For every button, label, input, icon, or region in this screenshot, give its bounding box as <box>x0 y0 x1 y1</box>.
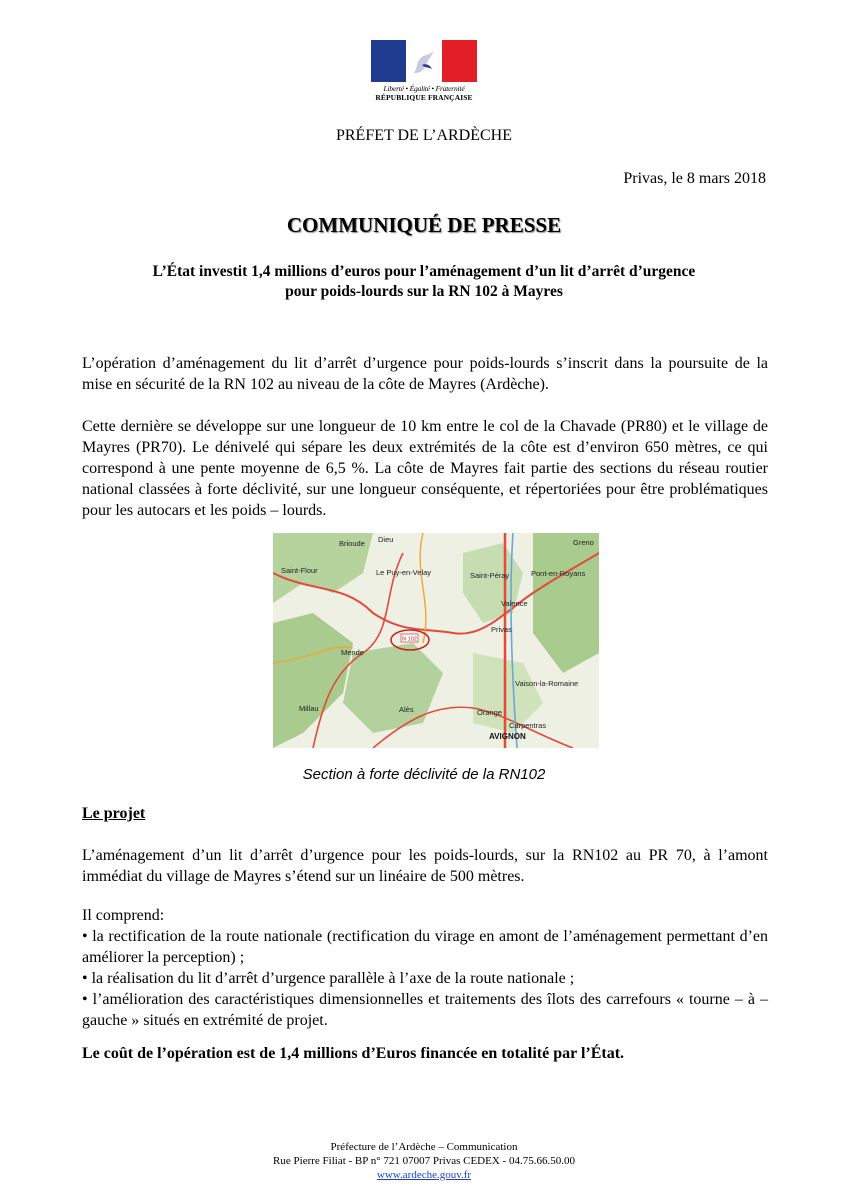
list-item: • l’amélioration des caractéristiques dimensionnelles et traitements des îlots des carrefours « tourne – à – gauche » situés en extrémité de projet. <box>82 991 768 1029</box>
map-label: Orange <box>477 708 503 717</box>
marianne-icon <box>410 43 440 79</box>
map-label: AVIGNON <box>489 732 526 741</box>
flag-blue-band <box>371 40 406 82</box>
map-label: Greno <box>573 538 594 547</box>
subtitle-line-1: L’État investit 1,4 millions d’euros pour l’aménagement d’un lit d’arrêt d’urgence <box>152 263 696 280</box>
map-label: Carpentras <box>509 721 547 730</box>
republic-name: RÉPUBLIQUE FRANÇAISE <box>375 93 473 102</box>
flag-red-band <box>442 40 477 82</box>
map-label: Mende <box>341 648 364 657</box>
map-label: Millau <box>299 704 319 713</box>
prefet-heading: PRÉFET DE L’ARDÈCHE <box>335 127 512 144</box>
map-label: Saint-Flour <box>281 566 318 575</box>
tricolor-flag <box>371 40 477 82</box>
subtitle <box>100 262 748 302</box>
map-label: Saint-Péray <box>470 571 510 580</box>
map-label: Privas <box>491 625 512 634</box>
paragraph-description: Cette dernière se développe sur une longueur de 10 km entre le col de la Chavade (PR80) et le village de Mayres (PR70). Le dénivelé qui sépare les deux extrémités de la côte est d’environ 650 mètres, ce qui correspond à une pente moyenne de 6,5 %. La côte de Mayres fait partie des sections du réseau routier national classées à forte déclivité, sur une longueur conséquente, et répertoriées pour être problématiques pour les autocars et les poids – lourds. <box>82 418 768 519</box>
website-link[interactable]: www.ardeche.gouv.fr <box>376 1169 472 1181</box>
map-label: Alès <box>399 705 414 714</box>
projet-list-intro: Il comprend: <box>82 907 165 924</box>
map-label: Dieu <box>378 535 394 544</box>
cost-statement: Le coût de l’opération est de 1,4 millions d’Euros financée en totalité par l’État. <box>82 1045 625 1062</box>
map-label: Vaison-la-Romaine <box>515 679 579 688</box>
paragraph-projet: L’aménagement d’un lit d’arrêt d’urgence pour les poids-lourds, sur la RN102 au PR 70, à l’amont immédiat du village de Mayres s’étend sur un linéaire de 500 mètres. <box>82 847 768 885</box>
list-item: • la rectification de la route nationale (rectification du virage en amont de l’aménagement permettant d’en améliorer la perception) ; <box>82 928 768 966</box>
footer-line-2: Rue Pierre Filiat - BP n° 721 07007 Privas CEDEX - 04.75.66.50.00 <box>273 1155 575 1167</box>
flag-white-band <box>406 40 442 82</box>
route-map <box>273 533 599 748</box>
footer <box>0 1140 848 1182</box>
date-line: Privas, le 8 mars 2018 <box>623 170 766 187</box>
projet-list <box>82 905 768 1031</box>
map-road-tag: N 102 <box>402 636 417 643</box>
map-label: Brioude <box>339 539 365 548</box>
footer-line-1: Préfecture de l’Ardèche – Communication <box>330 1141 518 1153</box>
subtitle-line-2: pour poids-lourds sur la RN 102 à Mayres <box>285 283 563 300</box>
document-title: COMMUNIQUÉ DE PRESSE <box>286 213 562 237</box>
republique-francaise-logo <box>371 40 477 102</box>
map-label: Valence <box>501 599 528 608</box>
map-label: Pont-en-Royans <box>531 569 586 578</box>
list-item: • la réalisation du lit d’arrêt d’urgence parallèle à l’axe de la route nationale ; <box>82 970 575 987</box>
section-heading-projet: Le projet <box>82 805 146 822</box>
paragraph-intro: L’opération d’aménagement du lit d’arrêt d’urgence pour poids-lourds s’inscrit dans la poursuite de la mise en sécurité de la RN 102 au niveau de la côte de Mayres (Ardèche). <box>82 355 768 393</box>
map-label: Le Puy-en-Velay <box>376 568 432 577</box>
republic-motto: Liberté • Égalité • Fraternité <box>383 84 465 93</box>
map-caption: Section à forte déclivité de la RN102 <box>302 766 546 783</box>
